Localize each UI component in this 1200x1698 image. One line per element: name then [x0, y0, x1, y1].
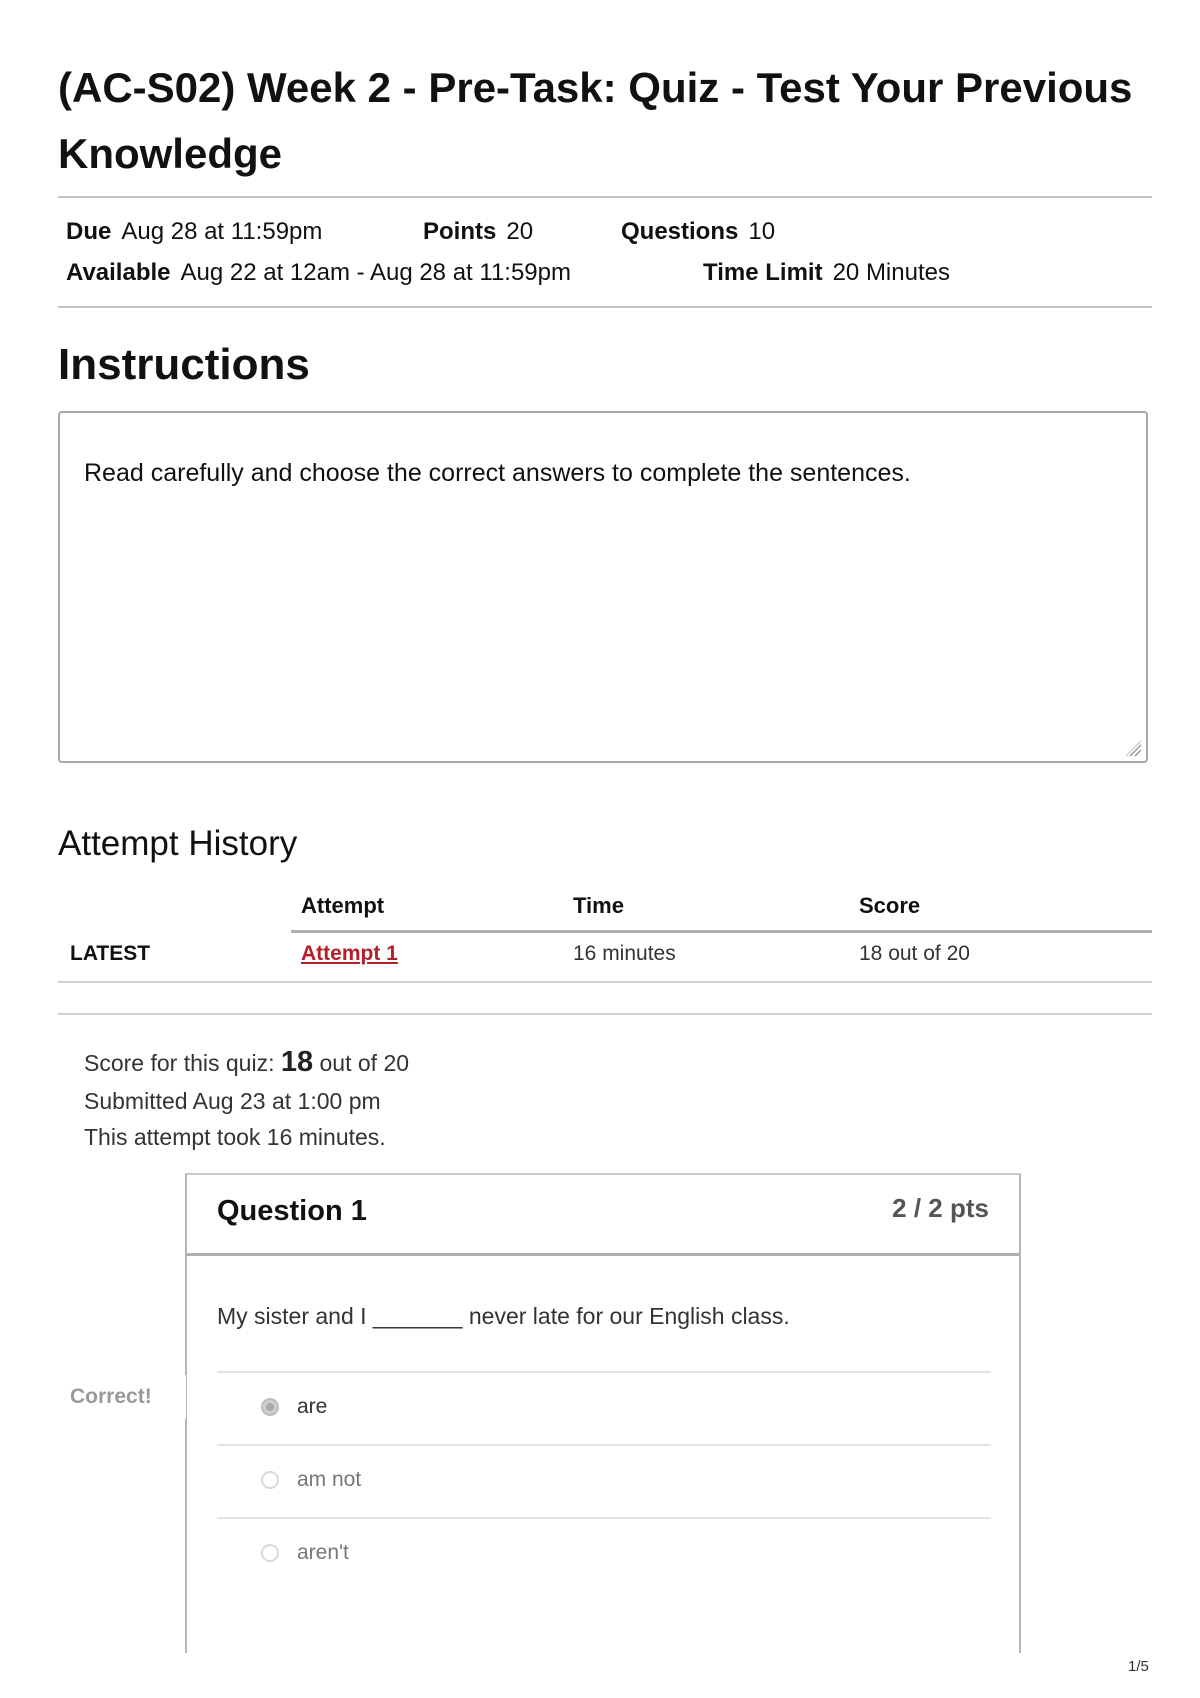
column-header-attempt: Attempt	[301, 893, 385, 918]
divider	[58, 306, 1152, 308]
questions-value: 10	[748, 218, 776, 245]
resize-handle-icon[interactable]	[1124, 739, 1142, 757]
question-title: Question 1	[217, 1195, 367, 1227]
answer-option[interactable]	[217, 1371, 991, 1445]
points-value: 20	[506, 218, 534, 245]
score-value: 18	[280, 1046, 314, 1078]
instructions-heading: Instructions	[58, 340, 310, 389]
page-title: (AC-S02) Week 2 - Pre-Task: Quiz - Test Your Previous Knowledge	[58, 64, 1133, 177]
question-header	[187, 1175, 1019, 1256]
attempt-history-header	[58, 893, 1152, 929]
answer-label: are	[297, 1395, 328, 1418]
score-suffix: out of 20	[313, 1050, 410, 1076]
available-meta	[66, 257, 571, 289]
answer-label: am not	[297, 1468, 362, 1491]
answer-option[interactable]	[217, 1517, 991, 1591]
table-header-rule	[291, 930, 1152, 933]
score-prefix: Score for this quiz:	[84, 1050, 281, 1076]
questions-label: Questions	[621, 218, 739, 245]
instructions-text: Read carefully and choose the correct answers to complete the sentences.	[84, 459, 911, 487]
question-card	[185, 1173, 1021, 1653]
column-header-score: Score	[859, 893, 921, 918]
question-points: 2 / 2 pts	[892, 1193, 989, 1223]
radio-selected-icon[interactable]	[261, 1398, 279, 1416]
divider	[58, 1013, 1152, 1015]
time-limit-label: Time Limit	[703, 259, 823, 286]
page-number: 1/5	[1128, 1658, 1149, 1675]
answer-label: aren't	[297, 1541, 349, 1564]
due-value: Aug 28 at 11:59pm	[121, 218, 323, 245]
correct-flag: Correct!	[60, 1375, 186, 1419]
attempt-score: 18 out of 20	[859, 942, 970, 965]
due-label: Due	[66, 218, 112, 245]
attempt-time: 16 minutes	[573, 942, 676, 965]
column-header-time: Time	[573, 893, 624, 918]
available-label: Available	[66, 259, 171, 286]
points-meta	[423, 216, 533, 248]
radio-icon[interactable]	[261, 1471, 279, 1489]
duration-line: This attempt took 16 minutes.	[84, 1124, 386, 1150]
points-label: Points	[423, 218, 497, 245]
attempt-1-link[interactable]: Attempt 1	[301, 942, 398, 965]
table-row	[58, 942, 1152, 972]
attempt-history-heading: Attempt History	[58, 824, 298, 863]
latest-tag: LATEST	[70, 942, 151, 965]
question-text: My sister and I _______ never late for our English class.	[217, 1303, 790, 1329]
answer-option[interactable]	[217, 1444, 991, 1518]
time-limit-value: 20 Minutes	[832, 259, 950, 286]
due-meta	[66, 216, 322, 248]
radio-icon[interactable]	[261, 1544, 279, 1562]
quiz-score-line	[84, 1047, 409, 1078]
questions-meta	[621, 216, 775, 248]
instructions-box[interactable]	[58, 411, 1148, 763]
divider	[58, 196, 1152, 198]
table-bottom-rule	[58, 981, 1152, 983]
available-value: Aug 22 at 12am - Aug 28 at 11:59pm	[180, 259, 571, 286]
submitted-line: Submitted Aug 23 at 1:00 pm	[84, 1088, 381, 1114]
time-limit-meta	[703, 257, 950, 289]
